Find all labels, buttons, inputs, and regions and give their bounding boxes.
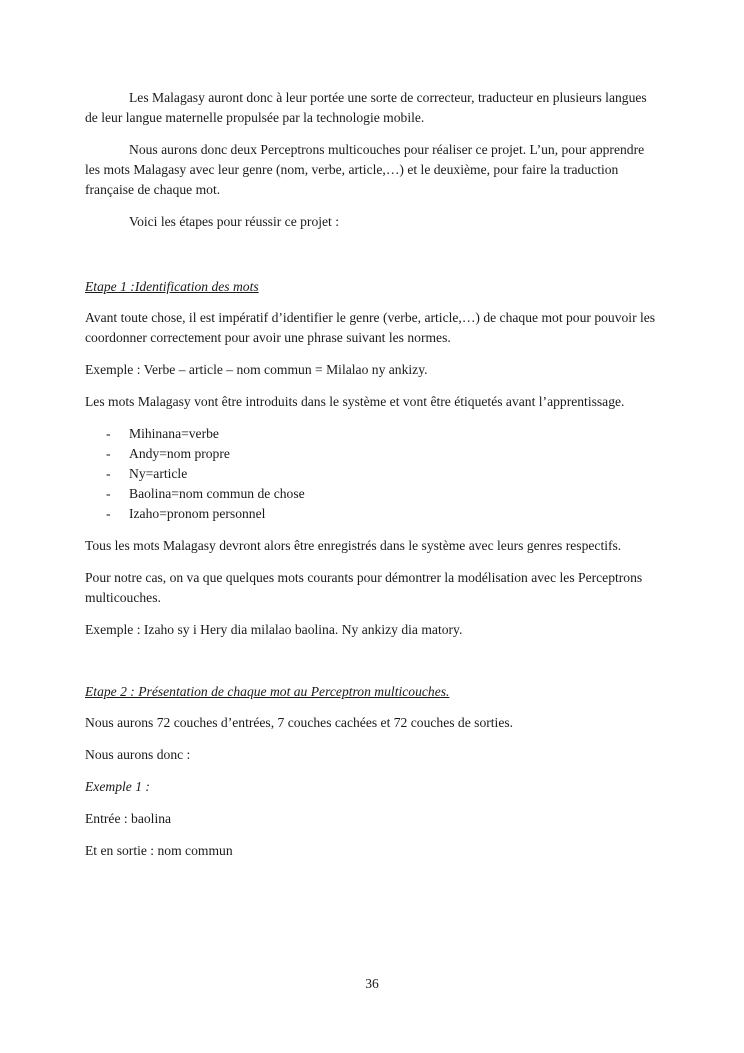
etape1-heading: Etape 1 :Identification des mots [85, 279, 259, 294]
list-item [85, 444, 660, 464]
list-item [85, 504, 660, 524]
etape1-example-2: Exemple : Izaho sy i Hery dia milalao baolina. Ny ankizy dia matory. [85, 622, 463, 637]
list-item [85, 424, 660, 444]
document-body [85, 88, 660, 873]
list-item-text: Baolina=nom commun de chose [129, 486, 305, 501]
etape2-example-label: Exemple 1 : [85, 779, 150, 794]
dash-marker: - [106, 486, 111, 501]
section-spacer [85, 652, 660, 682]
etape1-paragraph-2: Les mots Malagasy vont être introduits dans le système et vont être étiquetés avant l’apprentissage. [85, 394, 625, 409]
etape1-paragraph-1: Avant toute chose, il est impératif d’identifier le genre (verbe, article,…) de chaque mot pour pouvoir les coordonner correctement pour avoir une phrase suivant les normes. [85, 310, 656, 345]
etape1-paragraph-3: Tous les mots Malagasy devront alors être enregistrés dans le système avec leurs genres respectifs. [85, 538, 622, 553]
dash-marker: - [106, 466, 111, 481]
list-item-text: Ny=article [129, 466, 188, 481]
etape1-example: Exemple : Verbe – article – nom commun = Milalao ny ankizy. [85, 362, 428, 377]
list-item-text: Andy=nom propre [129, 446, 230, 461]
etape2-paragraph-1: Nous aurons 72 couches d’entrées, 7 couches cachées et 72 couches de sorties. [85, 715, 514, 730]
dash-marker: - [106, 426, 111, 441]
list-item-text: Mihinana=verbe [129, 426, 219, 441]
intro-paragraph-3: Voici les étapes pour réussir ce projet : [129, 214, 340, 229]
list-item-text: Izaho=pronom personnel [129, 506, 266, 521]
etape2-input-line: Entrée : baolina [85, 811, 172, 826]
list-item [85, 464, 660, 484]
page-number: 36 [365, 976, 379, 991]
etape1-paragraph-4: Pour notre cas, on va que quelques mots courants pour démontrer la modélisation avec les Perceptrons multicouches. [85, 570, 643, 605]
etape2-heading: Etape 2 : Présentation de chaque mot au Perceptron multicouches. [85, 684, 450, 699]
etape2-paragraph-2: Nous aurons donc : [85, 747, 191, 762]
dash-marker: - [106, 506, 111, 521]
section-spacer [85, 244, 660, 277]
intro-paragraph-2: Nous aurons donc deux Perceptrons multicouches pour réaliser ce projet. L’un, pour apprendre les mots Malagasy avec leur genre (nom, verbe, article,…) et le deuxième, pour faire la traduction française de chaque mot. [85, 142, 645, 197]
word-label-list [85, 424, 660, 524]
dash-marker: - [106, 446, 111, 461]
etape2-output-line: Et en sortie : nom commun [85, 843, 233, 858]
list-item [85, 484, 660, 504]
intro-paragraph-1: Les Malagasy auront donc à leur portée une sorte de correcteur, traducteur en plusieurs langues de leur langue maternelle propulsée par la technologie mobile. [85, 90, 647, 125]
